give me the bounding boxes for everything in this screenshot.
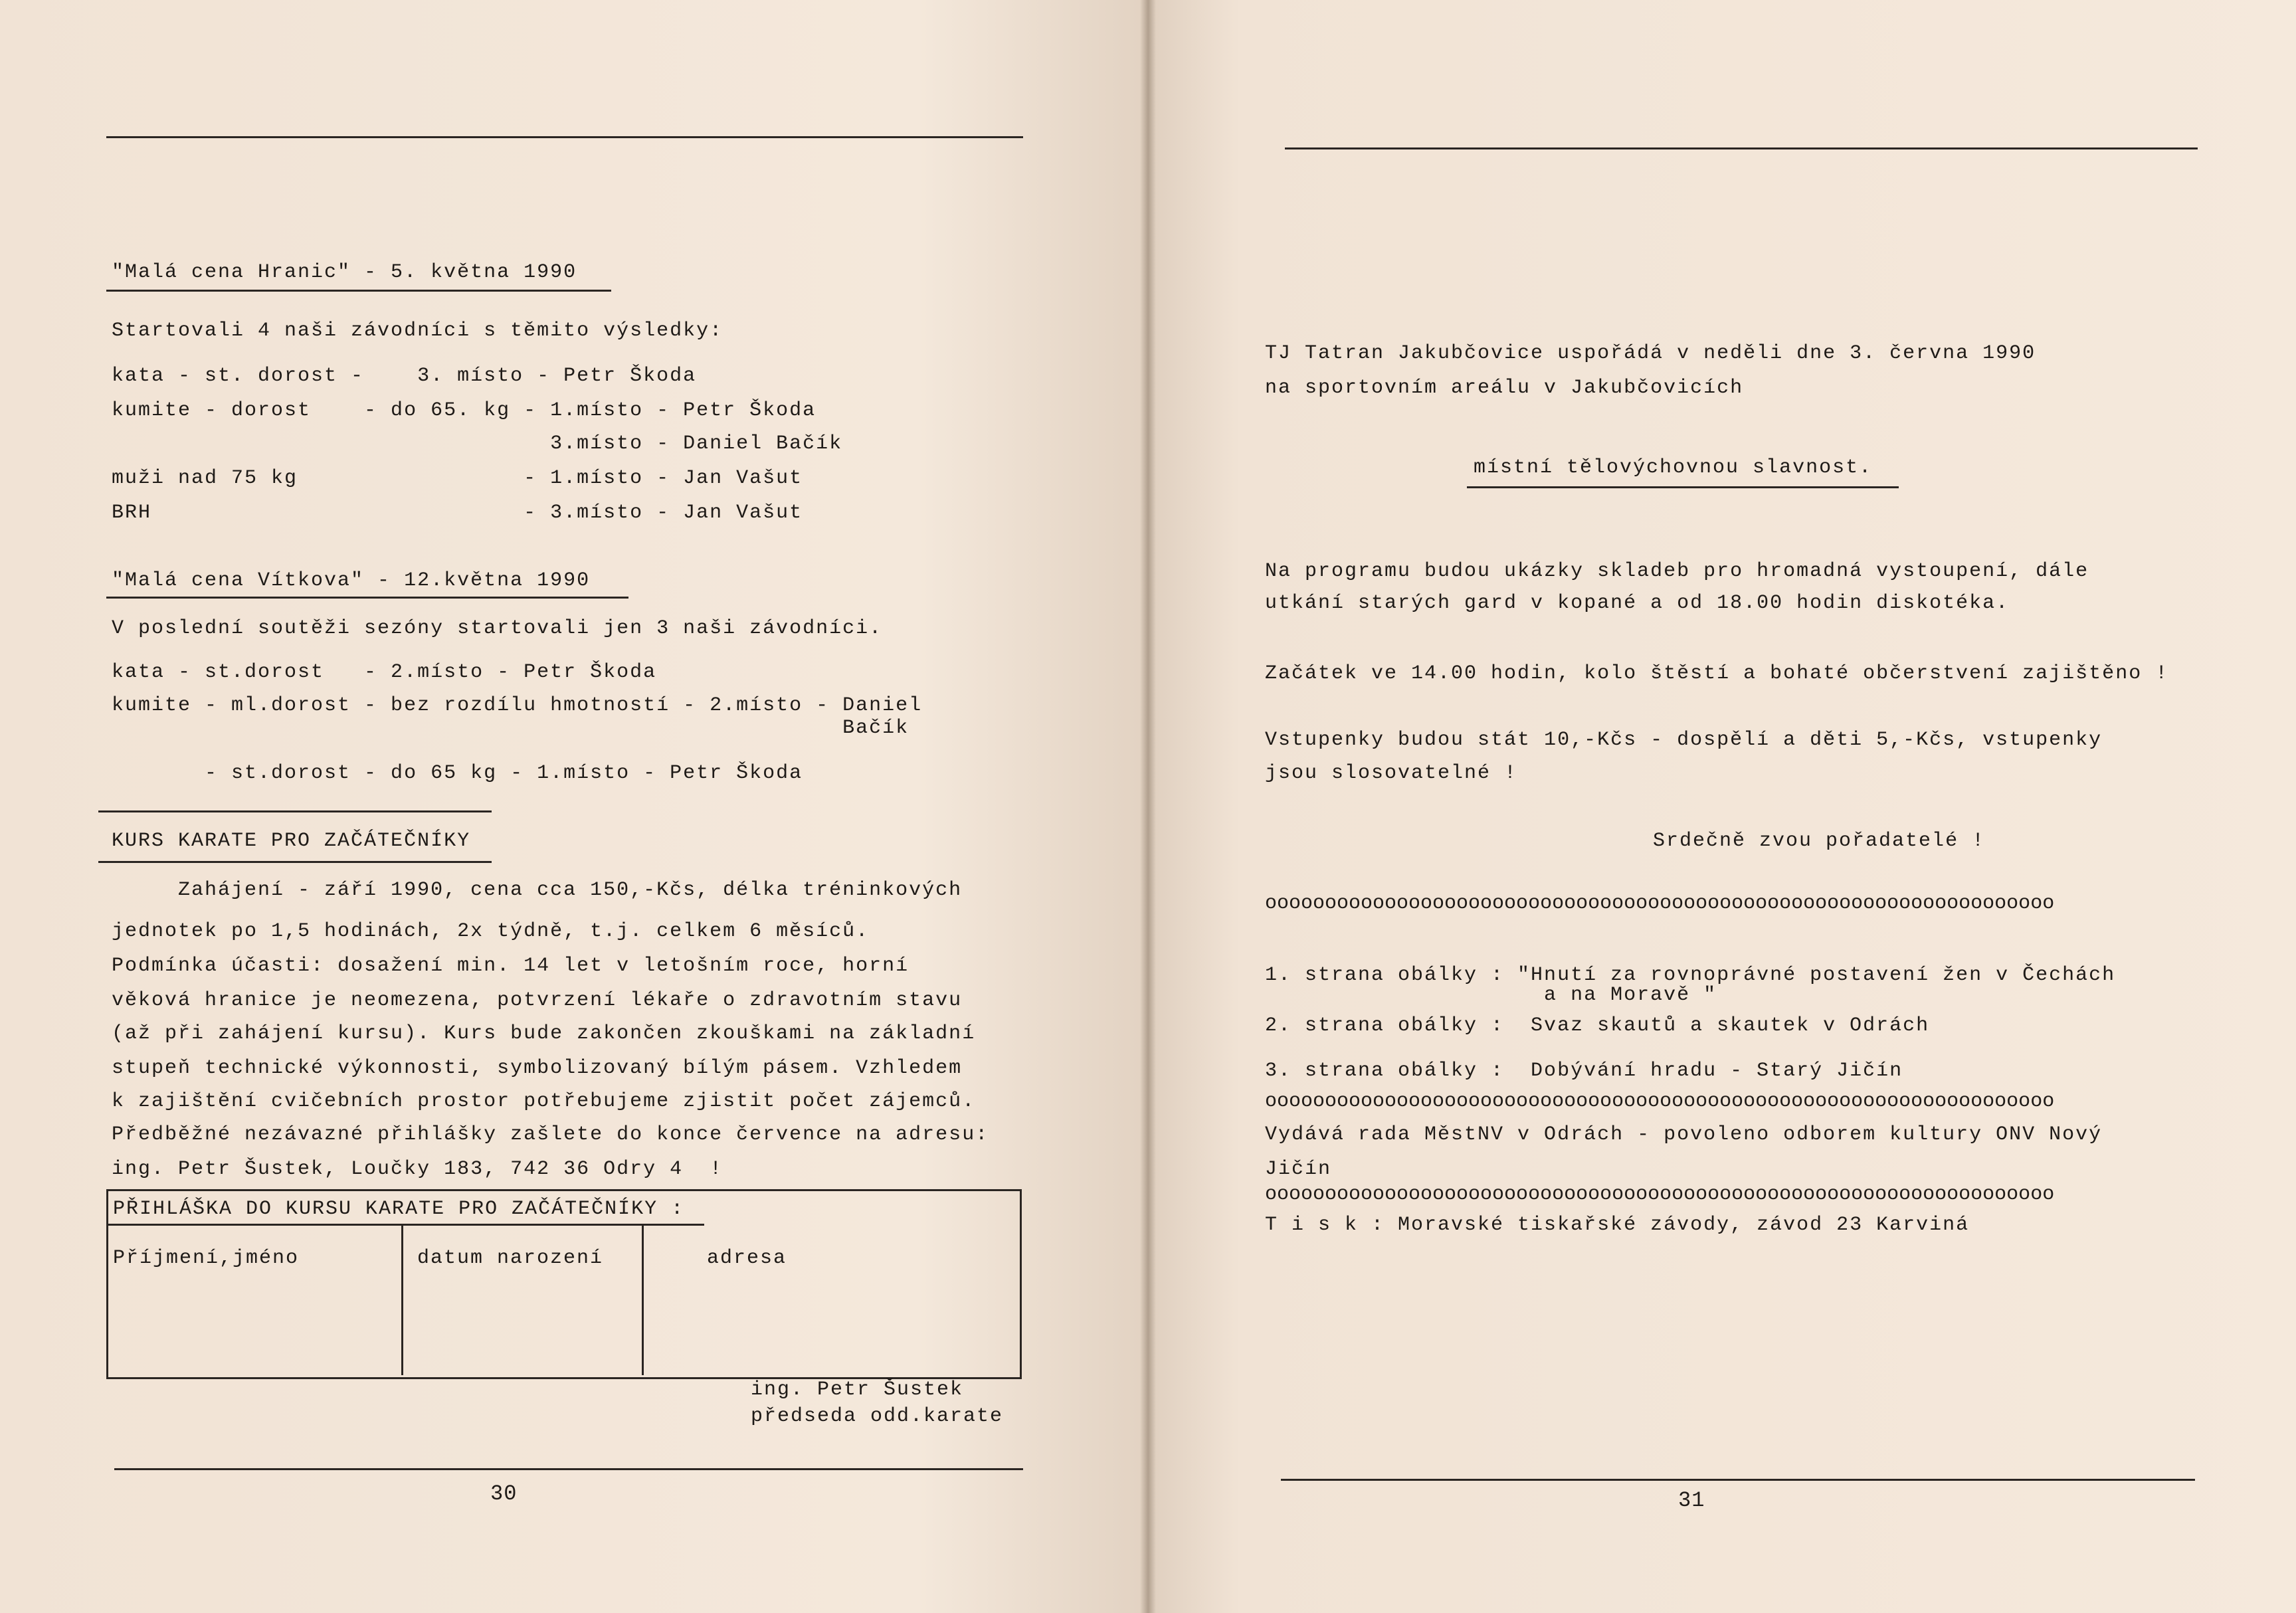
result-line: Bačík <box>112 717 909 739</box>
course-text-line: ing. Petr Šustek, Loučky 183, 742 36 Odry 4 ! <box>112 1158 723 1181</box>
course-text-line: jednotek po 1,5 hodinách, 2x týdně, t.j. celkem 6 měsíců. <box>112 920 870 943</box>
separator-line: oooooooooooooooooooooooooooooooooooooooooooooooooooooooooooooooooo <box>1265 892 2055 915</box>
section3-title-underline <box>98 861 492 863</box>
course-text-line: Předběžné nezávazné přihlášky zašlete do konce července na adresu: <box>112 1123 989 1146</box>
bottom-rule <box>1281 1479 2195 1481</box>
event-intro-line: na sportovním areálu v Jakubčovicích <box>1265 377 1744 399</box>
page-number: 31 <box>1678 1488 1705 1513</box>
section3-top-rule <box>98 810 492 812</box>
form-field-address-label: adresa <box>707 1247 787 1270</box>
publisher-line: Jičín <box>1265 1158 1332 1181</box>
section2-title: "Malá cena Vítkova" - 12.května 1990 <box>112 569 591 592</box>
bottom-rule <box>114 1468 1023 1470</box>
section2-intro: V poslední soutěži sezóny startovali jen 3 naši závodníci. <box>112 617 883 640</box>
result-line: kumite - ml.dorost - bez rozdílu hmotností - 2.místo - Daniel <box>112 694 923 717</box>
section2-title-underline <box>106 597 628 599</box>
invitation: Srdečně zvou pořadatelé ! <box>1653 830 1986 852</box>
course-text-line: Podmínka účasti: dosažení min. 14 let v letošním roce, horní <box>112 955 909 977</box>
result-line: BRH - 3.místo - Jan Vašut <box>112 502 803 524</box>
program-line: Na programu budou ukázky skladeb pro hromadná vystoupení, dále <box>1265 560 2089 583</box>
separator-line: oooooooooooooooooooooooooooooooooooooooooooooooooooooooooooooooooo <box>1265 1090 2055 1113</box>
form-title-underline <box>106 1224 704 1226</box>
program-line: utkání starých gard v kopané a od 18.00 hodin diskotéka. <box>1265 592 2010 615</box>
top-rule <box>1285 147 2198 149</box>
cover-credit: 1. strana obálky : "Hnutí za rovnoprávné postavení žen v Čechách <box>1265 964 2116 987</box>
event-title: místní tělovýchovnou slavnost. <box>1474 456 1873 479</box>
section1-intro: Startovali 4 naši závodníci s těmito výsledky: <box>112 320 723 342</box>
form-field-birthdate-label: datum narození <box>417 1247 604 1270</box>
result-line: - st.dorost - do 65 kg - 1.místo - Petr Škoda <box>112 762 803 785</box>
course-text-line: k zajištění cvičebních prostor potřebujeme zjistit počet zájemců. <box>112 1090 976 1113</box>
course-text-line: (až při zahájení kursu). Kurs bude zakončen zkouškami na základní <box>112 1022 976 1045</box>
result-line: kata - st.dorost - 2.místo - Petr Škoda <box>112 661 657 684</box>
event-title-underline <box>1467 486 1899 488</box>
course-text-line: věková hranice je neomezena, potvrzení lékaře o zdravotním stavu <box>112 989 963 1012</box>
form-field-name-label: Příjmení,jméno <box>113 1247 300 1270</box>
publisher-line: Vydává rada MěstNV v Odrách - povoleno odborem kultury ONV Nový <box>1265 1123 2103 1146</box>
course-text-line: Zahájení - září 1990, cena cca 150,-Kčs, délka tréninkových <box>112 879 963 901</box>
top-rule <box>106 136 1023 138</box>
print-info: T i s k : Moravské tiskařské závody, závod 23 Karviná <box>1265 1214 1970 1236</box>
form-divider <box>401 1224 403 1375</box>
event-intro-line: TJ Tatran Jakubčovice uspořádá v neděli dne 3. června 1990 <box>1265 342 2036 365</box>
signature-role: předseda odd.karate <box>751 1405 1004 1428</box>
form-divider <box>642 1224 644 1375</box>
cover-credit: 3. strana obálky : Dobývání hradu - Starý Jičín <box>1265 1060 1903 1082</box>
result-line: kumite - dorost - do 65. kg - 1.místo - Petr Škoda <box>112 399 816 422</box>
separator-line: oooooooooooooooooooooooooooooooooooooooooooooooooooooooooooooooooo <box>1265 1183 2055 1206</box>
page-number: 30 <box>490 1481 518 1506</box>
course-text-line: stupeň technické výkonnosti, symbolizovaný bílým pásem. Vzhledem <box>112 1057 963 1080</box>
result-line: muži nad 75 kg - 1.místo - Jan Vašut <box>112 467 803 490</box>
cover-credit: 2. strana obálky : Svaz skautů a skautek v Odrách <box>1265 1014 1930 1037</box>
section1-title: "Malá cena Hranic" - 5. května 1990 <box>112 261 577 284</box>
cover-credit: a na Moravě " <box>1265 984 1717 1006</box>
tickets-line: Vstupenky budou stát 10,-Kčs - dospělí a děti 5,-Kčs, vstupenky <box>1265 729 2103 751</box>
right-page <box>1148 0 2296 1613</box>
start-info: Začátek ve 14.00 hodin, kolo štěstí a bohaté občerstvení zajištěno ! <box>1265 662 2169 685</box>
result-line: kata - st. dorost - 3. místo - Petr Škoda <box>112 365 697 387</box>
form-title: PŘIHLÁŠKA DO KURSU KARATE PRO ZAČÁTEČNÍKY : <box>113 1198 685 1220</box>
tickets-line: jsou slosovatelné ! <box>1265 762 1518 785</box>
section3-title: KURS KARATE PRO ZAČÁTEČNÍKY <box>112 830 471 852</box>
section1-title-underline <box>106 290 611 292</box>
book-gutter <box>1140 0 1156 1613</box>
result-line: 3.místo - Daniel Bačík <box>112 432 843 455</box>
signature-name: ing. Petr Šustek <box>751 1378 964 1401</box>
